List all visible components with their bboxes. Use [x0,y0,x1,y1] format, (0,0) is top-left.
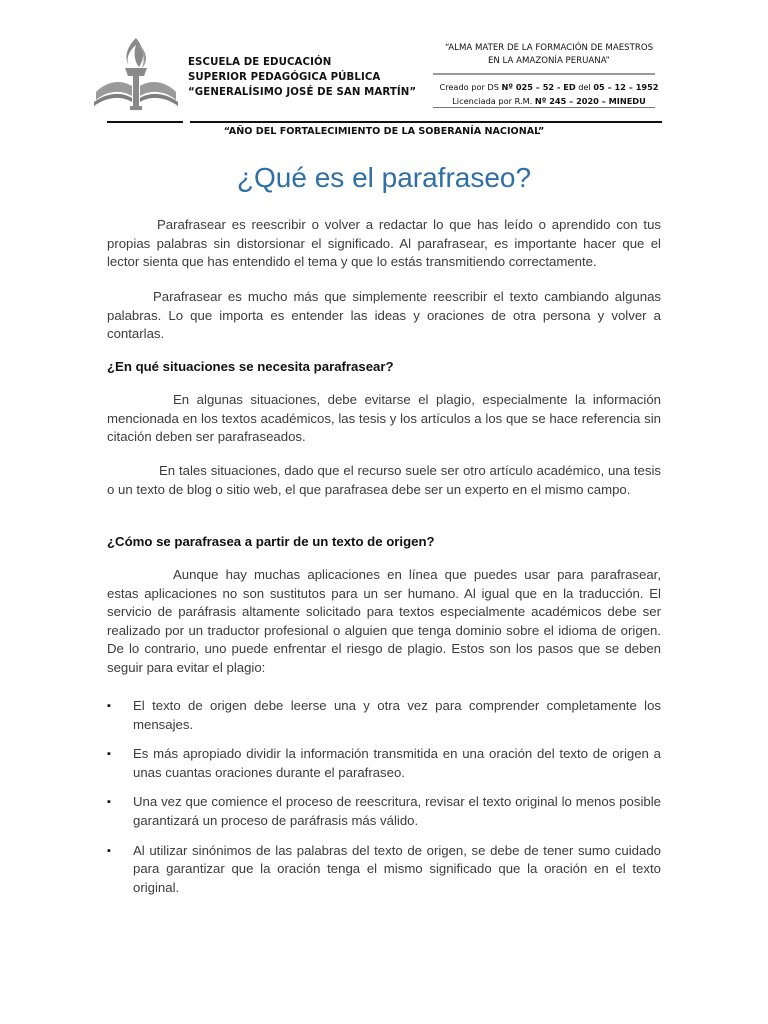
institution-motto [428,42,670,68]
bullet-icon: ▪ [107,748,111,761]
list-item-text: Al utilizar sinónimos de las palabras del texto de origen, se debe de tener sumo cuidado para garantizar que la oración tenga el mismo significado que la oración en el texto original. [133,842,661,895]
license-prefix: Licenciada por R.M. [452,96,535,106]
decree-divider [433,107,655,108]
header-rule-right [190,121,662,123]
list-item-text: Es más apropiado dividir la información transmitida en una oración del texto de origen a unas cuantas oraciones durante el parafraseo. [133,746,661,780]
section-heading-how-to: ¿Cómo se parafrasea a partir de un texto de origen? [107,534,435,549]
list-item [107,697,661,734]
legal-info [428,80,670,108]
decree-number: Nº 025 – 52 - ED [501,82,576,92]
school-name [188,55,416,100]
section-heading-situations: ¿En qué situaciones se necesita parafrasear? [107,359,394,374]
header-rule-left [107,121,183,123]
bullet-icon: ▪ [107,796,111,809]
list-item [107,842,661,898]
steps-list [107,697,661,908]
school-line-1: ESCUELA DE EDUCACIÓN [188,57,332,68]
motto-divider [433,73,655,75]
decree-prefix: Creado por DS [439,82,502,92]
list-item-text: Una vez que comience el proceso de reescritura, revisar el texto original lo menos posible garantizará un proceso de paráfrasis más válido. [133,794,661,828]
year-title: “AÑO DEL FORTALECIMIENTO DE LA SOBERANÍA NACIONAL” [223,126,545,137]
decree-mid: del [575,82,594,92]
bullet-icon: ▪ [107,844,111,857]
paragraph-plagiarism: En algunas situaciones, debe evitarse el plagio, especialmente la información mencionada en los textos académicos, las tesis y los artículos a los que se hace referencia sin citación deben ser parafraseados. [107,392,661,445]
school-line-2: SUPERIOR PEDAGÓGICA PÚBLICA [188,72,381,83]
paragraph-definition: Parafrasear es reescribir o volver a redactar lo que has leído o aprendido con tus propias palabras sin distorsionar el significado. Al parafrasear, es importante hacer que el lector sienta que has entendido el tema y que lo estás transmitiendo correctamente. [107,217,661,270]
license-resolution [428,94,670,108]
motto-line-2: EN LA AMAZONÍA PERUANA” [487,56,611,66]
torch-book-logo-icon [92,36,180,118]
paragraph-expert: En tales situaciones, dado que el recurso suele ser otro artículo académico, una tesis o un texto de blog o sitio web, el que parafrasea debe ser un experto en el mismo campo. [107,463,661,497]
creation-decree [428,80,670,94]
document-header [0,0,768,150]
decree-date: 05 – 12 – 1952 [593,82,659,92]
paragraph-applications: Aunque hay muchas aplicaciones en línea que puedes usar para parafrasear, estas aplicaciones no son sustitutos para un ser humano. Al igual que en la traducción. El servicio de paráfrasis altamente solicitado para textos especialmente académicos debe ser realizado por un traductor profesional o alguien que tenga dominio sobre el idioma de origen. De lo contrario, uno puede enfrentar el riesgo de plagio. Estos son los pasos que se deben seguir para evitar el plagio: [107,567,661,675]
school-line-3: “GENERALÍSIMO JOSÉ DE SAN MARTÍN” [188,87,417,98]
document-title: ¿Qué es el parafraseo? [236,162,532,193]
bullet-icon: ▪ [107,700,111,712]
paragraph-explanation: Parafrasear es mucho más que simplemente reescribir el texto cambiando algunas palabras. Lo que importa es entender las ideas y oraciones de otra persona y volver a contarlas. [107,289,661,342]
list-item-text: El texto de origen debe leerse una y otra vez para comprender completamente los mensajes. [133,698,661,732]
list-item [107,793,661,830]
license-number: Nº 245 – 2020 – MINEDU [534,96,646,106]
motto-line-1: “ALMA MATER DE LA FORMACIÓN DE MAESTROS [444,43,654,53]
list-item [107,745,661,782]
